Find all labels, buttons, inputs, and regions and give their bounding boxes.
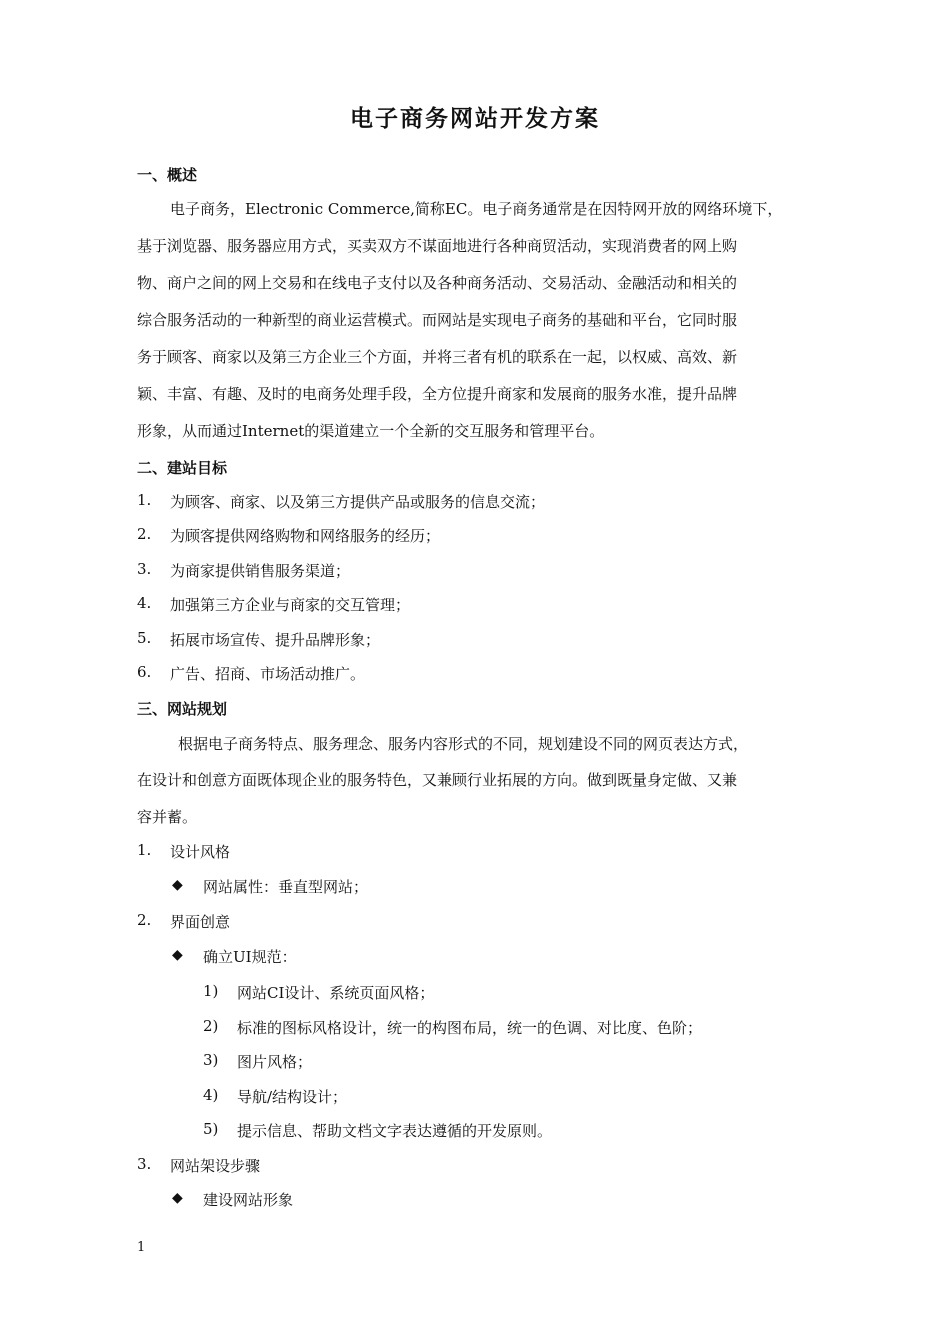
- sub-list-number: 2): [203, 1017, 219, 1035]
- list-number: 5.: [137, 629, 152, 647]
- list-item: 设计风格: [170, 843, 231, 861]
- sub-list-number: 3): [203, 1051, 219, 1069]
- sub-list-item: 标准的图标风格设计，统一的构图布局，统一的色调、对比度、色阶；: [237, 1019, 703, 1037]
- list-number: 1.: [137, 841, 152, 859]
- bullet-item: 建设网站形象: [203, 1191, 294, 1209]
- paragraph-line: 根据电子商务特点、服务理念、服务内容形式的不同，规划建设不同的网页表达方式，: [178, 735, 749, 753]
- list-item: 网站架设步骤: [170, 1157, 261, 1175]
- sub-list-number: 1): [203, 982, 219, 1000]
- paragraph-line: 颖、丰富、有趣、及时的电商务处理手段，全方位提升商家和发展商的服务水准，提升品牌: [137, 385, 738, 403]
- diamond-bullet-icon: ◆: [172, 877, 183, 893]
- list-number: 3.: [137, 1155, 152, 1173]
- bullet-item: 确立UI规范：: [203, 948, 297, 966]
- list-item: 为商家提供销售服务渠道；: [170, 562, 351, 580]
- list-number: 2.: [137, 525, 152, 543]
- list-number: 4.: [137, 594, 152, 612]
- diamond-bullet-icon: ◆: [172, 1190, 183, 1206]
- page-number: 1: [137, 1240, 146, 1255]
- section-heading-goals: 二、建站目标: [137, 459, 228, 477]
- list-number: 3.: [137, 560, 152, 578]
- sub-list-number: 5): [203, 1120, 219, 1138]
- list-number: 6.: [137, 663, 152, 681]
- list-item: 为顾客、商家、以及第三方提供产品或服务的信息交流；: [170, 493, 546, 511]
- list-number: 1.: [137, 491, 152, 509]
- bullet-item: 网站属性：垂直型网站；: [203, 878, 369, 896]
- list-number: 2.: [137, 911, 152, 929]
- paragraph-line: 电子商务，Electronic Commerce,简称EC。电子商务通常是在因特网开放的网络环境下，: [170, 200, 783, 218]
- paragraph-line: 务于顾客、商家以及第三方企业三个方面，并将三者有机的联系在一起，以权威、高效、新: [137, 348, 738, 366]
- list-item: 加强第三方企业与商家的交互管理；: [170, 596, 411, 614]
- sub-list-item: 图片风格；: [237, 1053, 313, 1071]
- diamond-bullet-icon: ◆: [172, 947, 183, 963]
- sub-list-item: 提示信息、帮助文档文字表达遵循的开发原则。: [237, 1122, 553, 1140]
- paragraph-line: 综合服务活动的一种新型的商业运营模式。而网站是实现电子商务的基础和平台，它同时服: [137, 311, 738, 329]
- list-item: 广告、招商、市场活动推广。: [170, 665, 366, 683]
- document-title: 电子商务网站开发方案: [350, 105, 600, 132]
- paragraph-line: 容并蓄。: [137, 808, 198, 826]
- paragraph-line: 形象，从而通过Internet的渠道建立一个全新的交互服务和管理平台。: [137, 422, 605, 440]
- list-item: 为顾客提供网络购物和网络服务的经历；: [170, 527, 441, 545]
- list-item: 界面创意: [170, 913, 231, 931]
- paragraph-line: 在设计和创意方面既体现企业的服务特色，又兼顾行业拓展的方向。做到既量身定做、又兼: [137, 771, 738, 789]
- paragraph-line: 物、商户之间的网上交易和在线电子支付以及各种商务活动、交易活动、金融活动和相关的: [137, 274, 738, 292]
- section-heading-overview: 一、概述: [137, 166, 198, 184]
- paragraph-line: 基于浏览器、服务器应用方式，买卖双方不谋面地进行各种商贸活动，实现消费者的网上购: [137, 237, 738, 255]
- sub-list-number: 4): [203, 1086, 219, 1104]
- sub-list-item: 网站CI设计、系统页面风格；: [237, 984, 435, 1002]
- sub-list-item: 导航/结构设计；: [237, 1088, 348, 1106]
- section-heading-planning: 三、网站规划: [137, 700, 228, 718]
- list-item: 拓展市场宣传、提升品牌形象；: [170, 631, 381, 649]
